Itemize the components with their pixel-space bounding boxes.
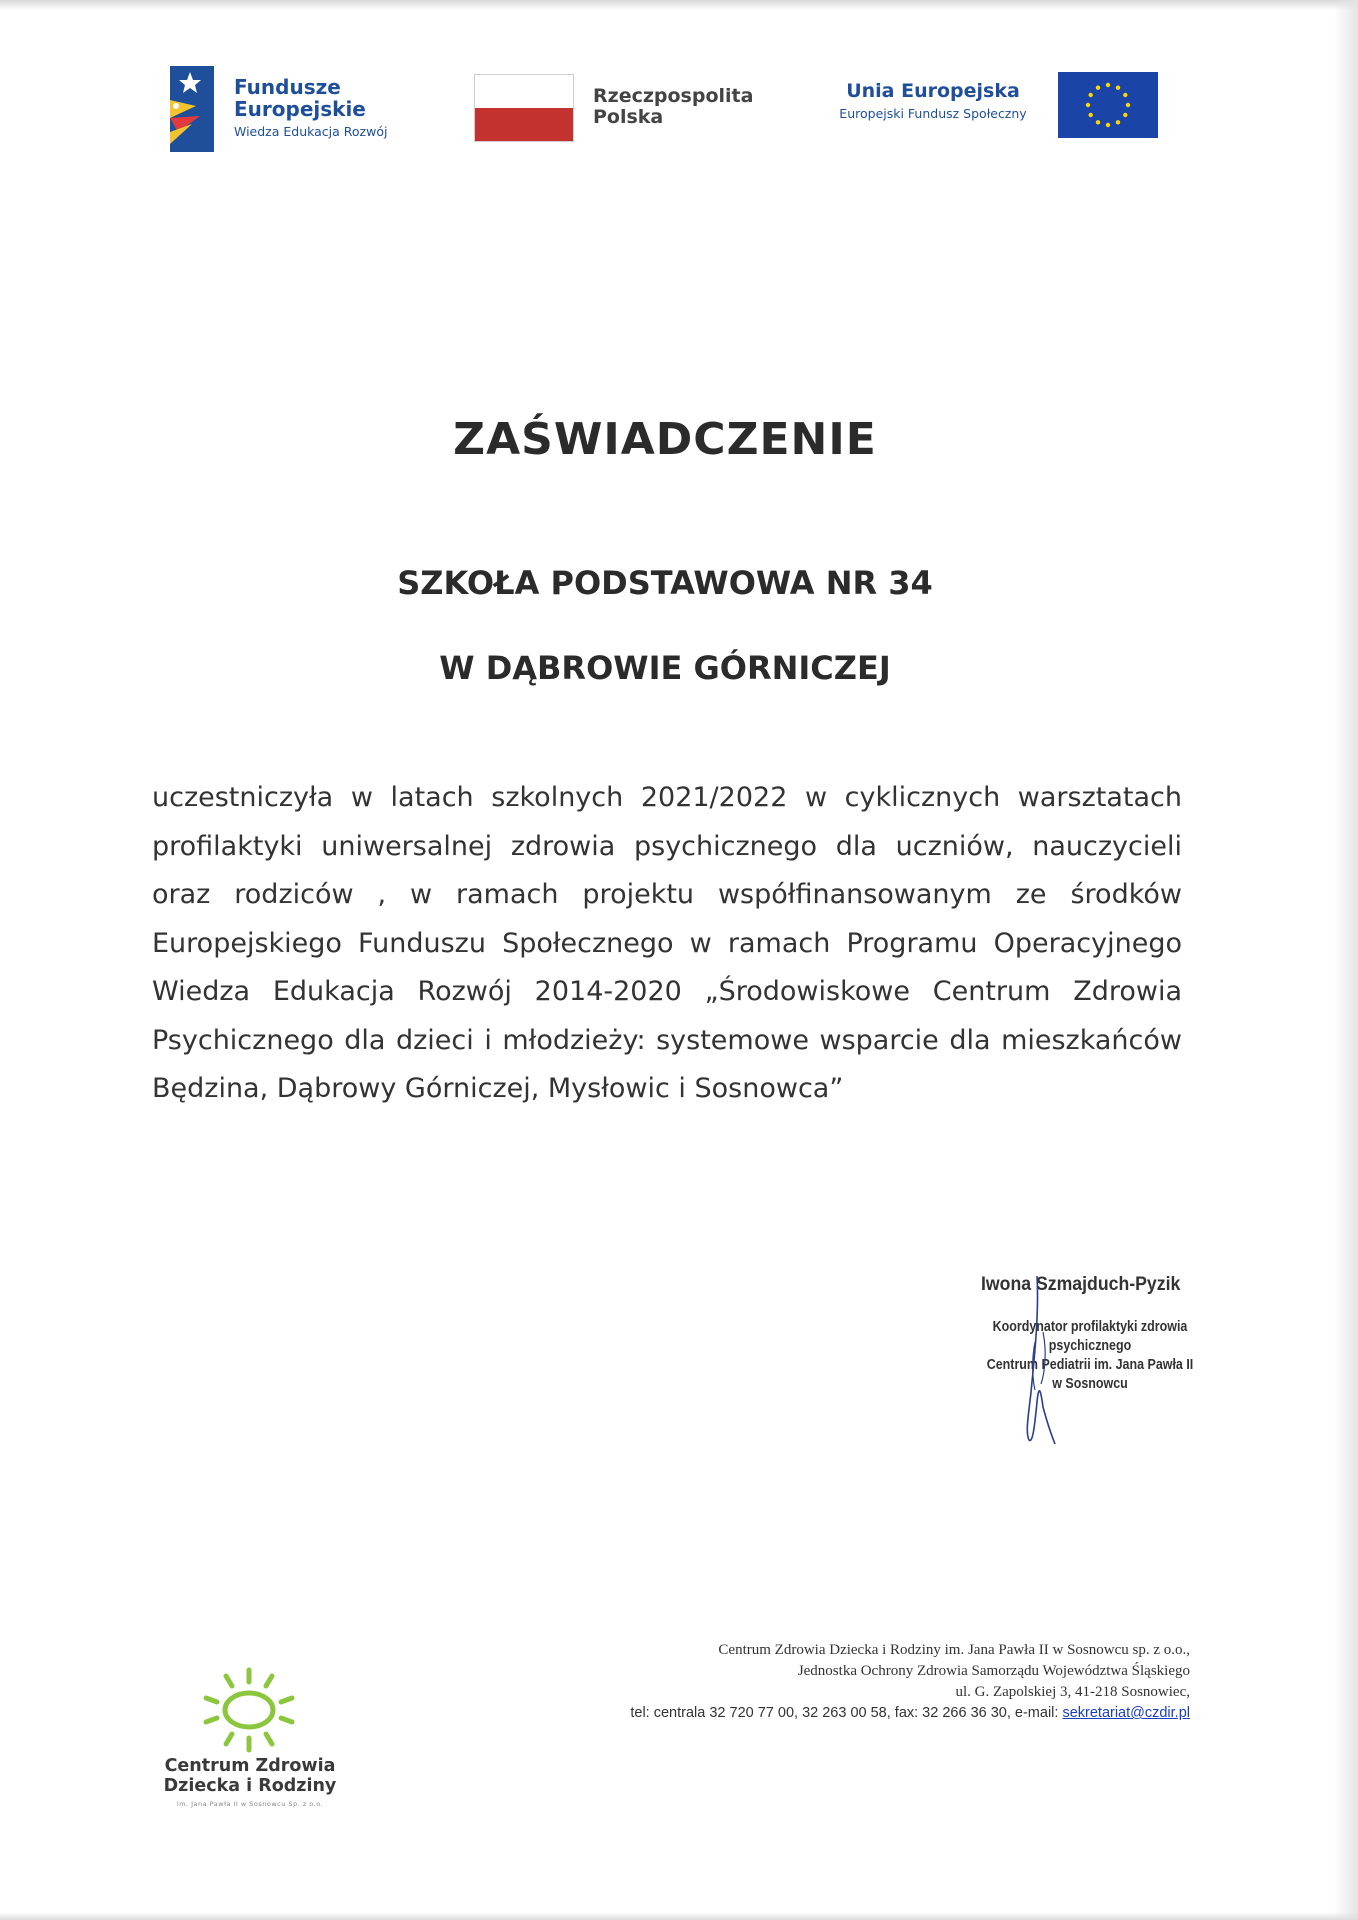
eu-star [1096, 120, 1100, 124]
eu-star [1106, 123, 1110, 127]
fundusze-line1: Fundusze [234, 75, 341, 99]
polska-line2: Polska [593, 106, 664, 128]
fundusze-line2: Europejskie [234, 97, 366, 121]
eu-star [1088, 113, 1092, 117]
polska-line1: Rzeczpospolita [593, 85, 754, 107]
document-title: ZAŚWIADCZENIE [453, 414, 877, 465]
eu-star [1116, 85, 1120, 89]
scan-right-edge [1334, 0, 1358, 1920]
email-link[interactable]: sekretariat@czdir.pl [1062, 1705, 1190, 1721]
scan-bottom-edge [0, 1912, 1358, 1920]
stamp-role-line2: Centrum Pediatrii im. Jana Pawła II [986, 1357, 1194, 1373]
eu-flag-icon [1058, 72, 1158, 138]
rzeczpospolita-polska-text [593, 86, 753, 128]
eu-star [1116, 120, 1120, 124]
eu-star [1096, 85, 1100, 89]
school-name-line2: W DĄBROWIE GÓRNICZEJ [439, 649, 891, 687]
eu-star [1086, 103, 1090, 107]
fundusze-europejskie-logo-icon [170, 66, 214, 152]
eu-star [1123, 113, 1127, 117]
certificate-body: uczestniczyła w latach szkolnych 2021/2022 w cyklicznych warsztatach profilaktyki uniwersalnej zdrowia psychicznego dla uczniów, nauczycieli oraz rodziców , w ramach projektu współfinansowanym ze środków Europejskiego Funduszu Społecznego w ramach Programu Operacyjnego Wiedza Edukacja Rozwój 2014-2020 „Środowiskowe Centrum Zdrowia Psychicznego dla dzieci i młodzieży: systemowe wsparcie dla mieszkańców Będzina, Dąbrowy Górniczej, Mysłowic i Sosnowca” [152, 782, 1182, 1104]
fundusze-europejskie-text [234, 76, 387, 139]
eu-star [1126, 103, 1130, 107]
czdr-sun-logo-icon [196, 1664, 302, 1754]
eu-star [1088, 93, 1092, 97]
unia-line1: Unia Europejska [846, 80, 1020, 102]
stamp-name: Iwona Szmajduch-Pyzik [981, 1274, 1181, 1295]
stamp-role-line1: Koordynator profilaktyki zdrowia psychicznego [992, 1319, 1188, 1354]
eu-star [1106, 83, 1110, 87]
czdr-logo-text [150, 1756, 350, 1796]
signature [995, 1272, 1085, 1452]
contact-line [630, 1703, 1190, 1724]
address-line2: Jednostka Ochrony Zdrowia Samorządu Województwa Śląskiego [797, 1663, 1190, 1679]
unia-europejska-text [826, 80, 1040, 121]
stamp-role-line3: w Sosnowcu [1052, 1376, 1128, 1392]
scan-top-edge [0, 0, 1358, 10]
school-name-line1: SZKOŁA PODSTAWOWA NR 34 [397, 564, 933, 602]
contact-prefix: tel: centrala 32 720 77 00, 32 263 00 58, fax: 32 266 36 30, e-mail: [630, 1705, 1063, 1721]
eu-star [1123, 93, 1127, 97]
footer-address [630, 1640, 1190, 1724]
fundusze-program: Wiedza Edukacja Rozwój [234, 124, 388, 139]
czdr-line2: Dziecka i Rodziny [163, 1776, 337, 1796]
unia-line2: Europejski Fundusz Społeczny [839, 106, 1027, 121]
czdr-logo-subtitle: im. Jana Pawła II w Sosnowcu Sp. z o.o. [176, 1800, 324, 1808]
poland-flag-icon [474, 74, 574, 142]
address-line1: Centrum Zdrowia Dziecka i Rodziny im. Jana Pawła II w Sosnowcu sp. z o.o., [718, 1642, 1190, 1658]
address-line3: ul. G. Zapolskiej 3, 41-218 Sosnowiec, [955, 1684, 1190, 1700]
czdr-line1: Centrum Zdrowia [164, 1756, 336, 1776]
